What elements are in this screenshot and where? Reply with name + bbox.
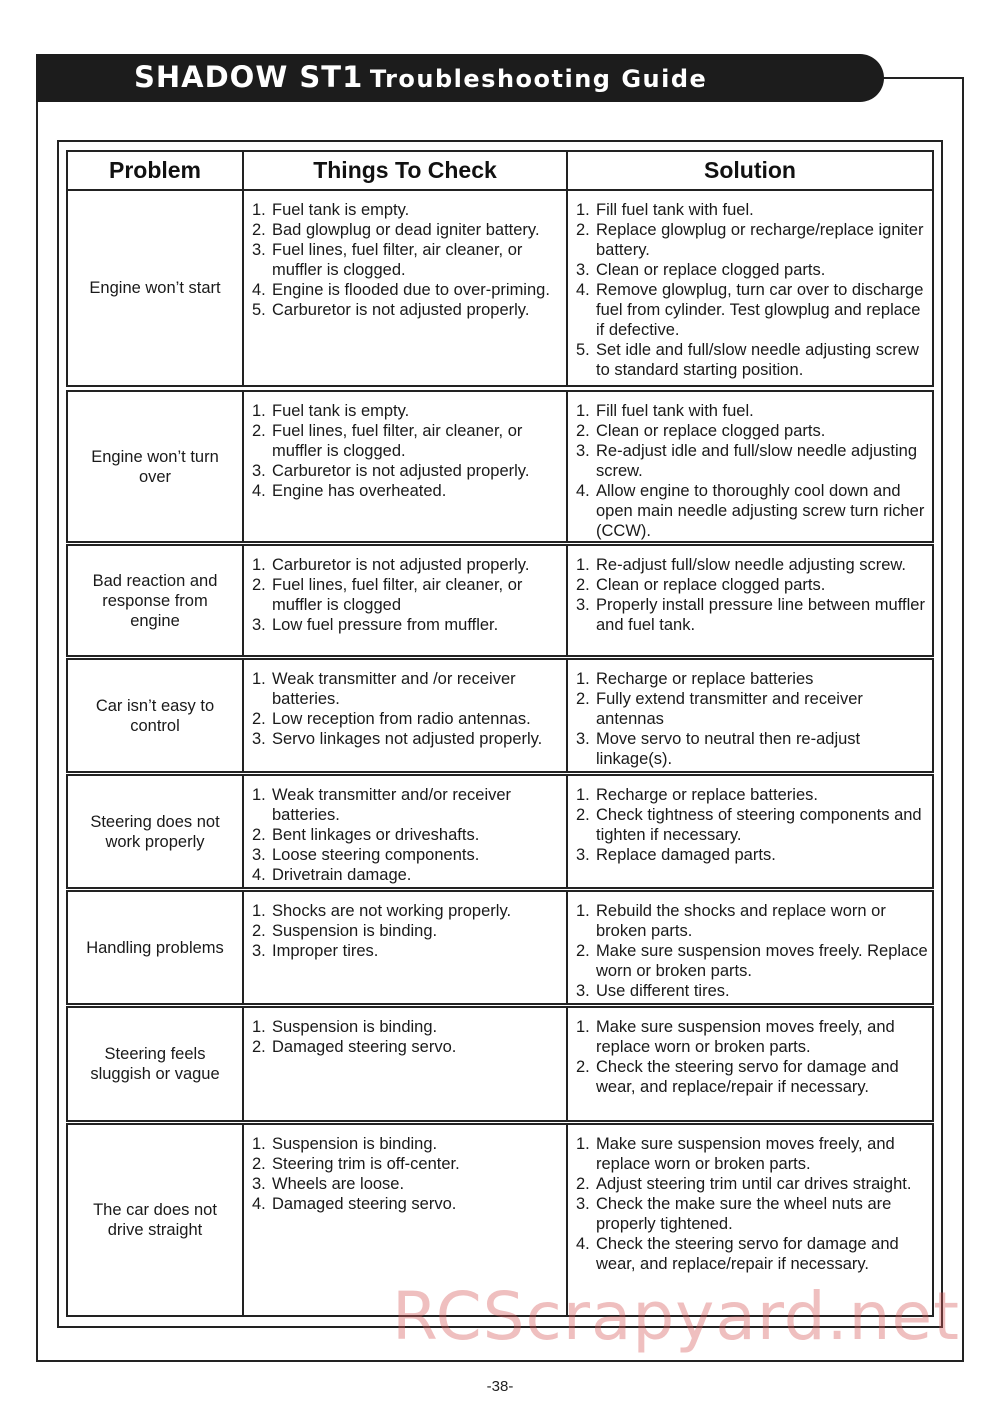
solution-cell: [568, 191, 932, 385]
problem-cell: [68, 1125, 244, 1315]
solution-cell: [568, 660, 932, 771]
check-item: 4. Drivetrain damage.: [252, 866, 412, 884]
problem-text: Steering feels: [104, 1045, 206, 1063]
solution-item: 1. Make sure suspension moves freely, and replace worn or broken parts.: [576, 1018, 895, 1056]
problem-text: engine: [130, 611, 180, 630]
solution-item: 1. Recharge or replace batteries.: [576, 786, 818, 804]
column-header-solution: Solution: [704, 157, 796, 183]
table-header-row: [66, 150, 934, 191]
check-item: 3. Low fuel pressure from muffler.: [252, 616, 499, 634]
check-item: 2. Steering trim is off-center.: [252, 1155, 460, 1173]
problem-text: control: [130, 716, 180, 735]
check-item: 2. Damaged steering servo.: [252, 1038, 457, 1056]
checks-cell: [244, 191, 568, 385]
check-item: 2. Suspension is binding.: [252, 922, 438, 940]
problem-cell: [68, 546, 244, 655]
solution-item: 5. Set idle and full/slow needle adjusting screw to standard starting position.: [576, 341, 919, 379]
problem-cell: [68, 1008, 244, 1120]
solution-item: 3. Use different tires.: [576, 982, 730, 1000]
checks-cell: [244, 776, 568, 887]
check-item: 1. Weak transmitter and/or receiver batteries.: [252, 786, 512, 824]
table-row: [66, 544, 934, 657]
solution-item: 4. Remove glowplug, turn car over to discharge fuel from cylinder. Test glowplug and replace if defective.: [576, 281, 924, 339]
problem-text: drive straight: [107, 1221, 203, 1239]
solution-item: 3. Re-adjust idle and full/slow needle adjusting screw.: [576, 442, 918, 480]
solution-cell: [568, 776, 932, 887]
problem-text: The car does not: [93, 1201, 217, 1219]
column-header-checks: Things To Check: [244, 152, 568, 189]
problem-text: response from: [102, 591, 208, 610]
check-item: 3. Fuel lines, fuel filter, air cleaner, or muffler is clogged.: [252, 241, 523, 279]
table-row: [66, 774, 934, 889]
problem-text: work properly: [105, 832, 205, 851]
solution-item: 1. Fill fuel tank with fuel.: [576, 201, 754, 219]
check-item: 1. Suspension is binding.: [252, 1018, 438, 1036]
problem-cell: [68, 892, 244, 1003]
solution-item: 4. Allow engine to thoroughly cool down and open main needle adjusting screw turn richer (CCW).: [576, 482, 925, 540]
title-sub: Troubleshooting Guide: [369, 65, 708, 93]
column-header-problem: Problem: [68, 152, 244, 189]
table-row: [66, 890, 934, 1005]
problem-text: over: [138, 467, 172, 486]
title-main: SHADOW ST1: [134, 60, 364, 94]
check-item: 3. Improper tires.: [252, 942, 379, 960]
check-item: 1. Weak transmitter and /or receiver batteries.: [252, 670, 516, 708]
check-item: 1. Carburetor is not adjusted properly.: [252, 556, 530, 574]
check-item: 4. Damaged steering servo.: [252, 1195, 457, 1213]
problem-cell: [68, 776, 244, 887]
solution-item: 4. Check the steering servo for damage and wear, and replace/repair if necessary.: [576, 1235, 899, 1273]
solution-item: 3. Replace damaged parts.: [576, 846, 776, 864]
check-item: 2. Fuel lines, fuel filter, air cleaner, or muffler is clogged: [252, 576, 523, 614]
problem-cell: [68, 191, 244, 385]
table-row: [66, 390, 934, 543]
check-item: 2. Bent linkages or driveshafts.: [252, 826, 480, 844]
solution-item: 3. Clean or replace clogged parts.: [576, 261, 826, 279]
checks-cell: [244, 1008, 568, 1120]
check-item: 5. Carburetor is not adjusted properly.: [252, 301, 530, 319]
check-item: 4. Engine has overheated.: [252, 482, 447, 500]
solution-item: 2. Adjust steering trim until car drives straight.: [576, 1175, 912, 1193]
check-item: 3. Carburetor is not adjusted properly.: [252, 462, 530, 480]
check-item: 3. Servo linkages not adjusted properly.: [252, 730, 543, 748]
problem-text: Engine won’t start: [89, 279, 221, 297]
page-number: -38-: [486, 1378, 514, 1395]
problem-text: sluggish or vague: [90, 1065, 220, 1083]
solution-item: 1. Rebuild the shocks and replace worn or broken parts.: [576, 902, 886, 940]
problem-text: Steering does not: [90, 812, 220, 831]
solution-item: 3. Check the make sure the wheel nuts are properly tightened.: [576, 1195, 892, 1233]
check-item: 4. Engine is flooded due to over-priming.: [252, 281, 550, 299]
check-item: 2. Fuel lines, fuel filter, air cleaner, or muffler is clogged.: [252, 422, 523, 460]
problem-text: Engine won’t turn: [91, 447, 219, 466]
table-row: [66, 189, 934, 387]
solution-item: 2. Check tightness of steering components and tighten if necessary.: [576, 806, 922, 844]
solution-item: 1. Make sure suspension moves freely, and replace worn or broken parts.: [576, 1135, 895, 1173]
solution-cell: [568, 546, 932, 655]
checks-cell: [244, 392, 568, 541]
table-row: [66, 658, 934, 773]
check-item: 3. Wheels are loose.: [252, 1175, 405, 1193]
problem-cell: [68, 392, 244, 541]
check-item: 1. Suspension is binding.: [252, 1135, 438, 1153]
title-banner: [36, 54, 884, 102]
solution-cell: [568, 1008, 932, 1120]
solution-item: 2. Clean or replace clogged parts.: [576, 576, 826, 594]
solution-item: 2. Clean or replace clogged parts.: [576, 422, 826, 440]
check-item: 3. Loose steering components.: [252, 846, 480, 864]
checks-cell: [244, 546, 568, 655]
check-item: 1. Shocks are not working properly.: [252, 902, 512, 920]
solution-item: 3. Properly install pressure line between muffler and fuel tank.: [576, 596, 925, 634]
check-item: 1. Fuel tank is empty.: [252, 201, 410, 219]
watermark: RCScrapyard.net: [392, 1278, 960, 1355]
problem-text: Bad reaction and: [92, 571, 218, 590]
check-item: 1. Fuel tank is empty.: [252, 402, 410, 420]
solution-cell: [568, 392, 932, 541]
solution-item: 1. Fill fuel tank with fuel.: [576, 402, 754, 420]
check-item: 2. Low reception from radio antennas.: [252, 710, 531, 728]
table-row: [66, 1006, 934, 1122]
page-title: [134, 60, 707, 94]
checks-cell: [244, 892, 568, 1003]
solution-item: 3. Move servo to neutral then re-adjust linkage(s).: [576, 730, 861, 768]
solution-item: 1. Re-adjust full/slow needle adjusting screw.: [576, 556, 906, 574]
solution-item: 2. Check the steering servo for damage and wear, and replace/repair if necessary.: [576, 1058, 899, 1096]
solution-item: 2. Replace glowplug or recharge/replace igniter battery.: [576, 221, 924, 259]
problem-cell: [68, 660, 244, 771]
problem-text: Handling problems: [86, 938, 224, 957]
solution-cell: [568, 892, 932, 1003]
solution-item: 2. Fully extend transmitter and receiver antennas: [576, 690, 863, 728]
check-item: 2. Bad glowplug or dead igniter battery.: [252, 221, 540, 239]
solution-item: 2. Make sure suspension moves freely. Replace worn or broken parts.: [576, 942, 928, 980]
problem-text: Car isn’t easy to: [95, 696, 215, 715]
solution-item: 1. Recharge or replace batteries: [576, 670, 814, 688]
checks-cell: [244, 660, 568, 771]
